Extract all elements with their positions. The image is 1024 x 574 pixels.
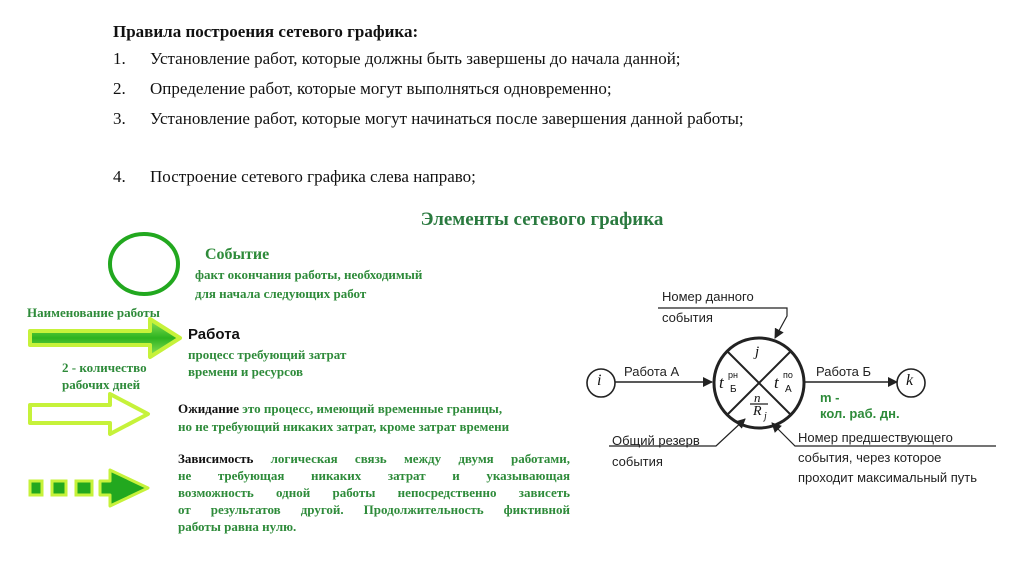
node-i-label: i xyxy=(597,372,602,389)
event-number-label-line2: события xyxy=(662,310,713,325)
dependency-line1-rest: логическая связь между двумя работами, xyxy=(253,451,570,466)
event-number-label-line1: Номер данного xyxy=(662,289,754,304)
work-b-label: Работа Б xyxy=(816,364,872,379)
network-days-line1: m - xyxy=(820,390,840,405)
event-circle-icon xyxy=(110,234,178,294)
node-left-sup: рн xyxy=(728,370,738,380)
work-desc-line1: процесс требующий затрат xyxy=(188,347,347,362)
dependency-line2: не требующая никаких затрат и указывающая xyxy=(178,468,570,483)
event-desc-line1: факт окончания работы, необходимый xyxy=(195,267,423,282)
days-line2: рабочих дней xyxy=(62,377,141,392)
node-bottom-n: n xyxy=(754,390,761,405)
waiting-line1-rest: это процесс, имеющий временные границы, xyxy=(239,401,503,416)
dependency-line3: возможность одной работы непосредственно зависеть xyxy=(178,485,570,500)
node-left-t: t xyxy=(719,373,724,392)
rule-text: Установление работ, которые могут начинаться после завершения данной работы; xyxy=(150,109,744,128)
waiting-arrow-icon xyxy=(30,394,148,434)
rule-number: 1. xyxy=(113,49,126,68)
dependency-line5: работы равна нулю. xyxy=(178,519,297,534)
work-arrow-icon xyxy=(30,319,180,357)
rules-title: Правила построения сетевого графика: xyxy=(113,22,419,41)
node-right-sub: А xyxy=(785,384,792,395)
rule-number: 3. xyxy=(113,109,126,128)
rule-text: Определение работ, которые могут выполняться одновременно; xyxy=(150,79,612,98)
dependency-line1 xyxy=(178,451,570,467)
node-top-label: j xyxy=(755,344,760,360)
work-a-label: Работа А xyxy=(624,364,680,379)
work-name-label: Наименование работы xyxy=(27,305,160,320)
dependency-line4: от результатов другой. Продолжительность фиктивной xyxy=(178,502,570,517)
days-line1: 2 - количество xyxy=(62,360,147,375)
node-bottom-j: j xyxy=(764,411,767,422)
work-title: Работа xyxy=(188,326,240,343)
node-k-label: k xyxy=(906,372,914,389)
network-days-line2: кол. раб. дн. xyxy=(820,406,900,421)
node-bottom-R: R xyxy=(753,404,762,419)
prev-event-line1: Номер предшествующего xyxy=(798,430,953,445)
node-left-sub: Б xyxy=(730,384,737,395)
prev-event-line3: проходит максимальный путь xyxy=(798,470,978,485)
waiting-line1 xyxy=(178,401,502,417)
reserve-label-line2: события xyxy=(612,454,663,469)
event-desc-line2: для начала следующих работ xyxy=(195,286,367,301)
dependency-arrow-icon xyxy=(30,470,148,506)
node-right-t: t xyxy=(774,373,779,392)
rule-number: 4. xyxy=(113,167,126,186)
rule-text: Установление работ, которые должны быть завершены до начала данной; xyxy=(150,49,681,68)
waiting-title: Ожидание xyxy=(178,401,240,416)
reserve-label-line1: Общий резерв xyxy=(612,433,700,448)
prev-event-line2: события, через которое xyxy=(798,450,942,465)
rule-number: 2. xyxy=(113,79,126,98)
dependency-title: Зависимость xyxy=(178,451,254,466)
work-desc-line2: времени и ресурсов xyxy=(188,364,304,379)
waiting-line2: но не требующий никаких затрат, кроме затрат времени xyxy=(178,419,510,434)
rule-text: Построение сетевого графика слева направо; xyxy=(150,167,476,186)
node-right-sup: по xyxy=(783,370,793,380)
elements-title: Элементы сетевого графика xyxy=(420,209,664,230)
event-title: Событие xyxy=(205,246,270,263)
